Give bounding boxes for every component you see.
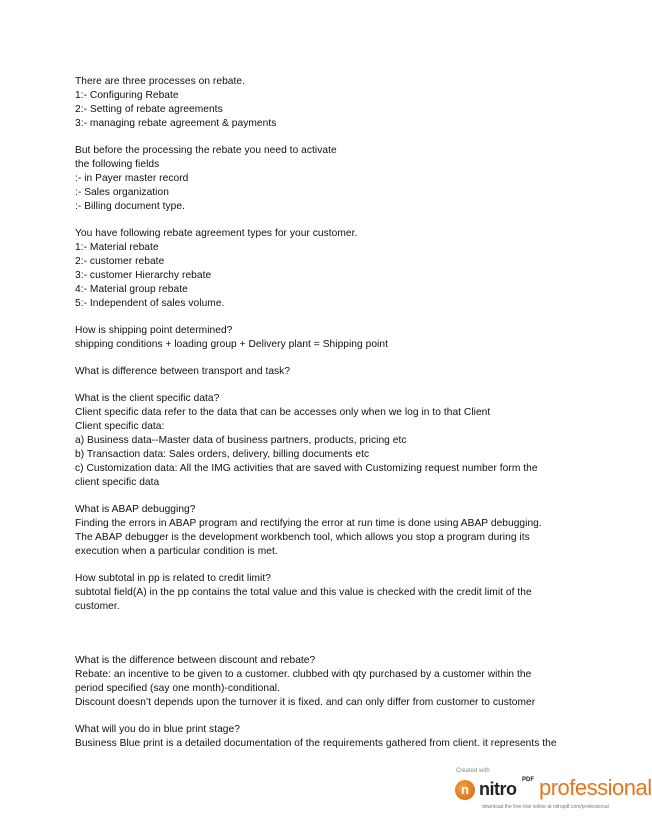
text-line: There are three processes on rebate. xyxy=(75,76,245,87)
text-line: 1:- Material rebate xyxy=(75,242,159,253)
text-line: What is difference between transport and task? xyxy=(75,366,291,377)
text-line: But before the processing the rebate you need to activate xyxy=(75,145,337,156)
text-line: customer. xyxy=(75,601,120,612)
text-line: the following fields xyxy=(75,159,160,170)
text-line: How is shipping point determined? xyxy=(75,325,233,336)
text-line: 5:- Independent of sales volume. xyxy=(75,298,225,309)
text-line: Client specific data refer to the data that can be accesses only when we log in to that Client xyxy=(75,407,491,418)
text-line: Client specific data: xyxy=(75,421,165,432)
text-line: a) Business data--Master data of business partners, products, pricing etc xyxy=(75,435,407,446)
text-line: 3:- customer Hierarchy rebate xyxy=(75,270,212,281)
watermark-brand: nitro xyxy=(479,779,517,799)
text-line: Finding the errors in ABAP program and rectifying the error at run time is done using ABAP debugging. xyxy=(75,518,542,529)
text-line: Business Blue print is a detailed documentation of the requirements gathered from client. it represents the xyxy=(75,738,557,749)
text-line: 2:- Setting of rebate agreements xyxy=(75,104,223,115)
text-line: What is the client specific data? xyxy=(75,393,220,404)
text-line: shipping conditions + loading group + Delivery plant = Shipping point xyxy=(75,339,388,350)
text-line: 3:- managing rebate agreement & payments xyxy=(75,118,277,129)
text-line: What will you do in blue print stage? xyxy=(75,724,240,735)
text-line: The ABAP debugger is the development workbench tool, which allows you stop a program during its xyxy=(75,532,530,543)
nitro-logo-letter: n xyxy=(461,782,469,797)
text-line: c) Customization data: All the IMG activities that are saved with Customizing request number form the xyxy=(75,463,538,474)
text-line: :- Billing document type. xyxy=(75,201,185,212)
text-line: Discount doesn’t depends upon the turnover it is fixed. and can only differ from customer to customer xyxy=(75,697,536,708)
watermark-product: professional xyxy=(539,775,652,800)
text-line: 1:- Configuring Rebate xyxy=(75,90,179,101)
text-line: You have following rebate agreement types for your customer. xyxy=(75,228,358,239)
text-line: 2:- customer rebate xyxy=(75,256,165,267)
text-line: What is the difference between discount and rebate? xyxy=(75,655,316,666)
watermark-trial-text: download the free trial online at nitropdf.com/professional xyxy=(482,804,609,810)
nitro-watermark xyxy=(452,768,652,818)
text-line: How subtotal in pp is related to credit limit? xyxy=(75,573,271,584)
text-line: b) Transaction data: Sales orders, delivery, billing documents etc xyxy=(75,449,370,460)
watermark-created-with: Created with xyxy=(456,768,490,774)
text-line: execution when a particular condition is met. xyxy=(75,546,278,557)
text-line: client specific data xyxy=(75,477,160,488)
text-line: :- Sales organization xyxy=(75,187,169,198)
text-line: Rebate: an incentive to be given to a customer. clubbed with qty purchased by a customer within the xyxy=(75,669,532,680)
watermark-pdf: PDF xyxy=(522,777,534,783)
text-line: What is ABAP debugging? xyxy=(75,504,196,515)
text-line: subtotal field(A) in the pp contains the total value and this value is checked with the credit limit of the xyxy=(75,587,532,598)
text-line: 4:- Material group rebate xyxy=(75,284,188,295)
text-line: period specified (say one month)-conditional. xyxy=(75,683,280,694)
text-line: :- in Payer master record xyxy=(75,173,189,184)
